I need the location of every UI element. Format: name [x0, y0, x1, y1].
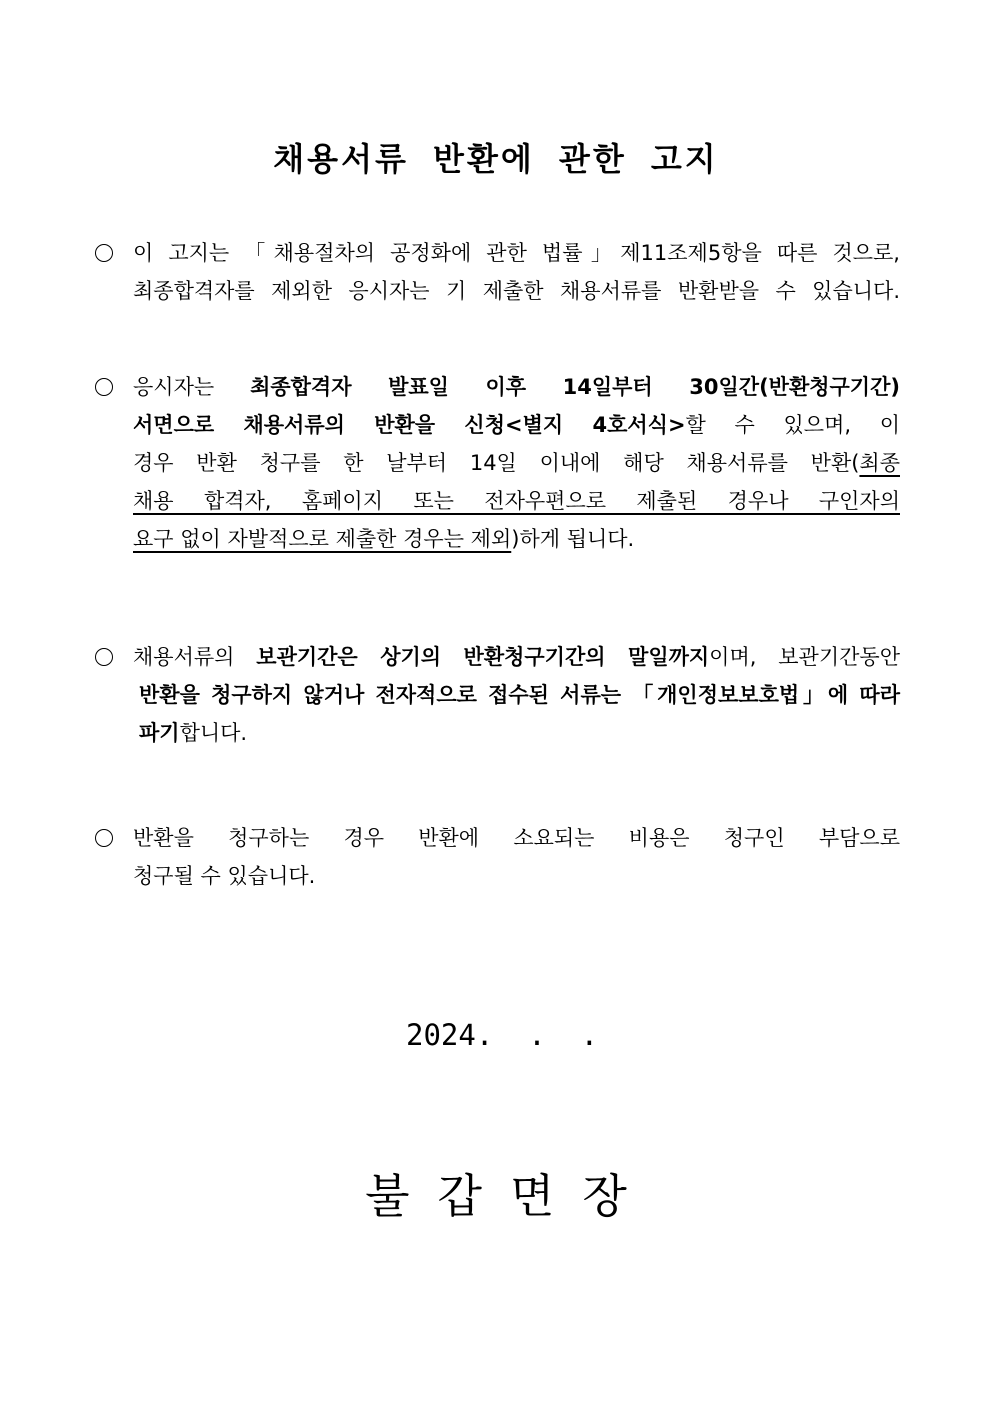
- notice-line: 채용서류의 보관기간은 상기의 반환청구기간의 말일까지이며, 보관기간동안: [133, 645, 900, 669]
- destruction-text: 반환을 청구하지 않거나 전자적으로 접수된 서류는 「개인정보보호법」에 따라: [139, 683, 900, 707]
- document-date: 2024. . .: [406, 1018, 599, 1052]
- notice-line: 이 고지는 「채용절차의 공정화에 관한 법률」제11조제5항을 따른 것으로,: [133, 241, 900, 265]
- issuing-organization: 불갑면장: [365, 1169, 655, 1223]
- retention-period-text: 보관기간은 상기의 반환청구기간의 말일까지: [256, 645, 710, 669]
- exception-text: 최종: [859, 451, 900, 475]
- circle-bullet-icon: [95, 244, 113, 262]
- destruction-text: 파기: [139, 721, 180, 745]
- request-period-text: 최종합격자 발표일 이후 14일부터 30일간(반환청구기간): [250, 375, 900, 399]
- circle-bullet-icon: [95, 829, 113, 847]
- notice-line: 파기합니다.: [139, 721, 248, 745]
- notice-line: 서면으로 채용서류의 반환을 신청<별지 4호서식>할 수 있으며, 이: [133, 413, 901, 437]
- circle-bullet-icon: [95, 378, 113, 396]
- notice-line: 요구 없이 자발적으로 제출한 경우는 제외)하게 됩니다.: [133, 527, 635, 551]
- exception-text: 요구 없이 자발적으로 제출한 경우는 제외: [133, 527, 512, 551]
- notice-line: 경우 반환 청구를 한 날부터 14일 이내에 해당 채용서류를 반환(최종: [133, 451, 900, 475]
- circle-bullet-icon: [95, 648, 113, 666]
- document-title: 채용서류 반환에 관한 고지: [273, 140, 719, 178]
- exception-text: 채용 합격자, 홈페이지 또는 전자우편으로 제출된 경우나 구인자의: [133, 489, 900, 513]
- notice-line: 응시자는 최종합격자 발표일 이후 14일부터 30일간(반환청구기간): [133, 375, 900, 399]
- notice-line: 최종합격자를 제외한 응시자는 기 제출한 채용서류를 반환받을 수 있습니다.: [133, 279, 900, 303]
- request-method-text: 서면으로 채용서류의 반환을 신청<별지 4호서식>: [133, 413, 686, 437]
- notice-line: 청구될 수 있습니다.: [133, 864, 316, 888]
- notice-line: 반환을 청구하는 경우 반환에 소요되는 비용은 청구인 부담으로: [133, 826, 900, 850]
